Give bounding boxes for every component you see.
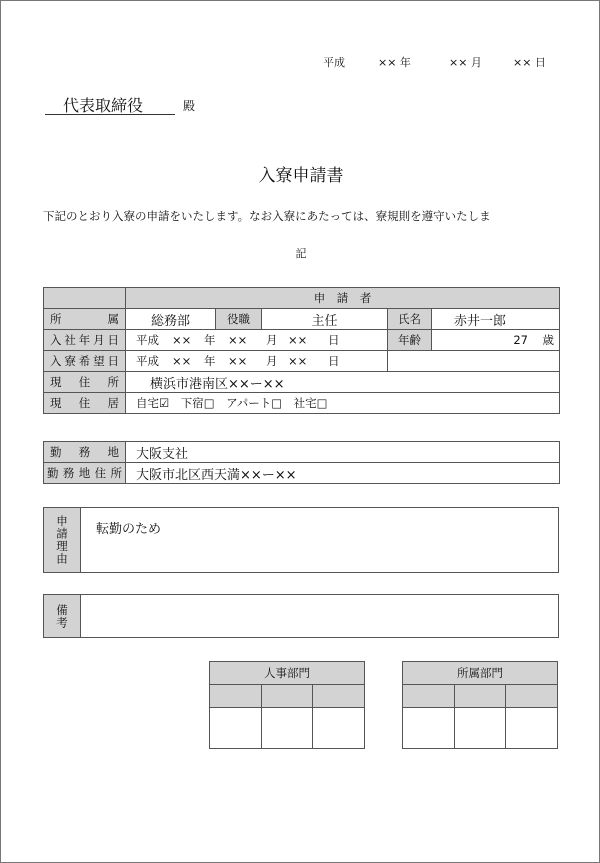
age-label: 年齢 [388,330,432,351]
name-label: 氏名 [388,309,432,330]
date-year: ×× 年 [378,56,411,69]
remarks-label-cell [44,595,81,637]
date-era: 平成 [323,56,345,69]
stamp-hr-cell-1[interactable] [210,708,262,749]
work-place-value[interactable]: 大阪支社 [126,442,560,463]
ki-marker: 記 [295,247,307,260]
join-year-unit: 年 [204,333,216,347]
age-unit: 歳 [542,333,554,347]
stamp-dept-cell-3[interactable] [506,708,558,749]
stamp-table-hr [209,661,365,749]
applicant-header: 申 請 者 [126,288,560,309]
work-addr-value[interactable]: 大阪市北区西天満××ー×× [126,463,560,484]
desired-month-val: ×× [228,354,248,368]
applicant-table [43,287,560,414]
stamp-dept-cell-2[interactable] [455,708,506,749]
residence-options[interactable]: 自宅☑ 下宿□ アパート□ 社宅□ [126,393,560,414]
desired-era: 平成 [136,354,159,368]
remarks-box [43,594,559,638]
stamp-hr-head-1 [210,685,262,708]
desired-year-val: ×× [172,354,192,368]
reason-label-cell [44,508,81,572]
intro-text: 下記のとおり入寮の申請をいたします。なお入寮にあたっては、寮規則を遵守いたしま [43,209,491,223]
join-era: 平成 [136,333,159,347]
work-table [43,441,560,484]
stamp-dept-title: 所属部門 [403,662,558,685]
work-addr-label: 勤務地住所 [44,463,126,484]
position-value[interactable]: 主任 [262,309,388,330]
date-day: ×× 日 [513,56,546,69]
join-day-unit: 日 [328,333,340,347]
age-value[interactable] [432,330,560,351]
stamp-dept-cell-1[interactable] [403,708,455,749]
stamp-hr-head-2 [262,685,313,708]
join-month-unit: 月 [266,333,278,347]
stamp-hr-cell-3[interactable] [313,708,365,749]
dept-value[interactable]: 総務部 [126,309,216,330]
address-label: 現住所 [44,372,126,393]
stamp-hr-cell-2[interactable] [262,708,313,749]
stamp-dept-head-3 [506,685,558,708]
desired-month-unit: 月 [266,354,278,368]
desired-date-label: 入寮希望日 [44,351,126,372]
desired-day-unit: 日 [328,354,340,368]
addressee: 代表取締役 [45,93,175,115]
remarks-label: 備考 [55,603,69,629]
stamp-table-dept [402,661,558,749]
age-number: 27 [513,333,528,347]
name-value[interactable]: 赤井一郎 [432,309,560,330]
join-date-label: 入社年月日 [44,330,126,351]
join-day-val: ×× [288,333,308,347]
desired-blank [388,351,560,372]
residence-label: 現住居 [44,393,126,414]
desired-date-value[interactable] [126,351,388,372]
reason-label: 申請理由 [55,515,69,565]
work-place-label: 勤務地 [44,442,126,463]
honorific: 殿 [183,99,196,113]
stamp-hr-title: 人事部門 [210,662,365,685]
dept-label: 所 属 [44,309,126,330]
page-title: 入寮申請書 [258,166,344,186]
stamp-dept-head-1 [403,685,455,708]
reason-box [43,507,559,573]
stamp-hr-head-3 [313,685,365,708]
header-blank [44,288,126,309]
stamp-dept-head-2 [455,685,506,708]
desired-day-val: ×× [288,354,308,368]
join-month-val: ×× [228,333,248,347]
join-year-val: ×× [172,333,192,347]
reason-value[interactable]: 転勤のため [96,522,162,537]
date-month: ×× 月 [449,56,482,69]
address-value[interactable]: 横浜市港南区××ー×× [126,372,560,393]
position-label: 役職 [216,309,262,330]
desired-year-unit: 年 [204,354,216,368]
join-date-value[interactable] [126,330,388,351]
